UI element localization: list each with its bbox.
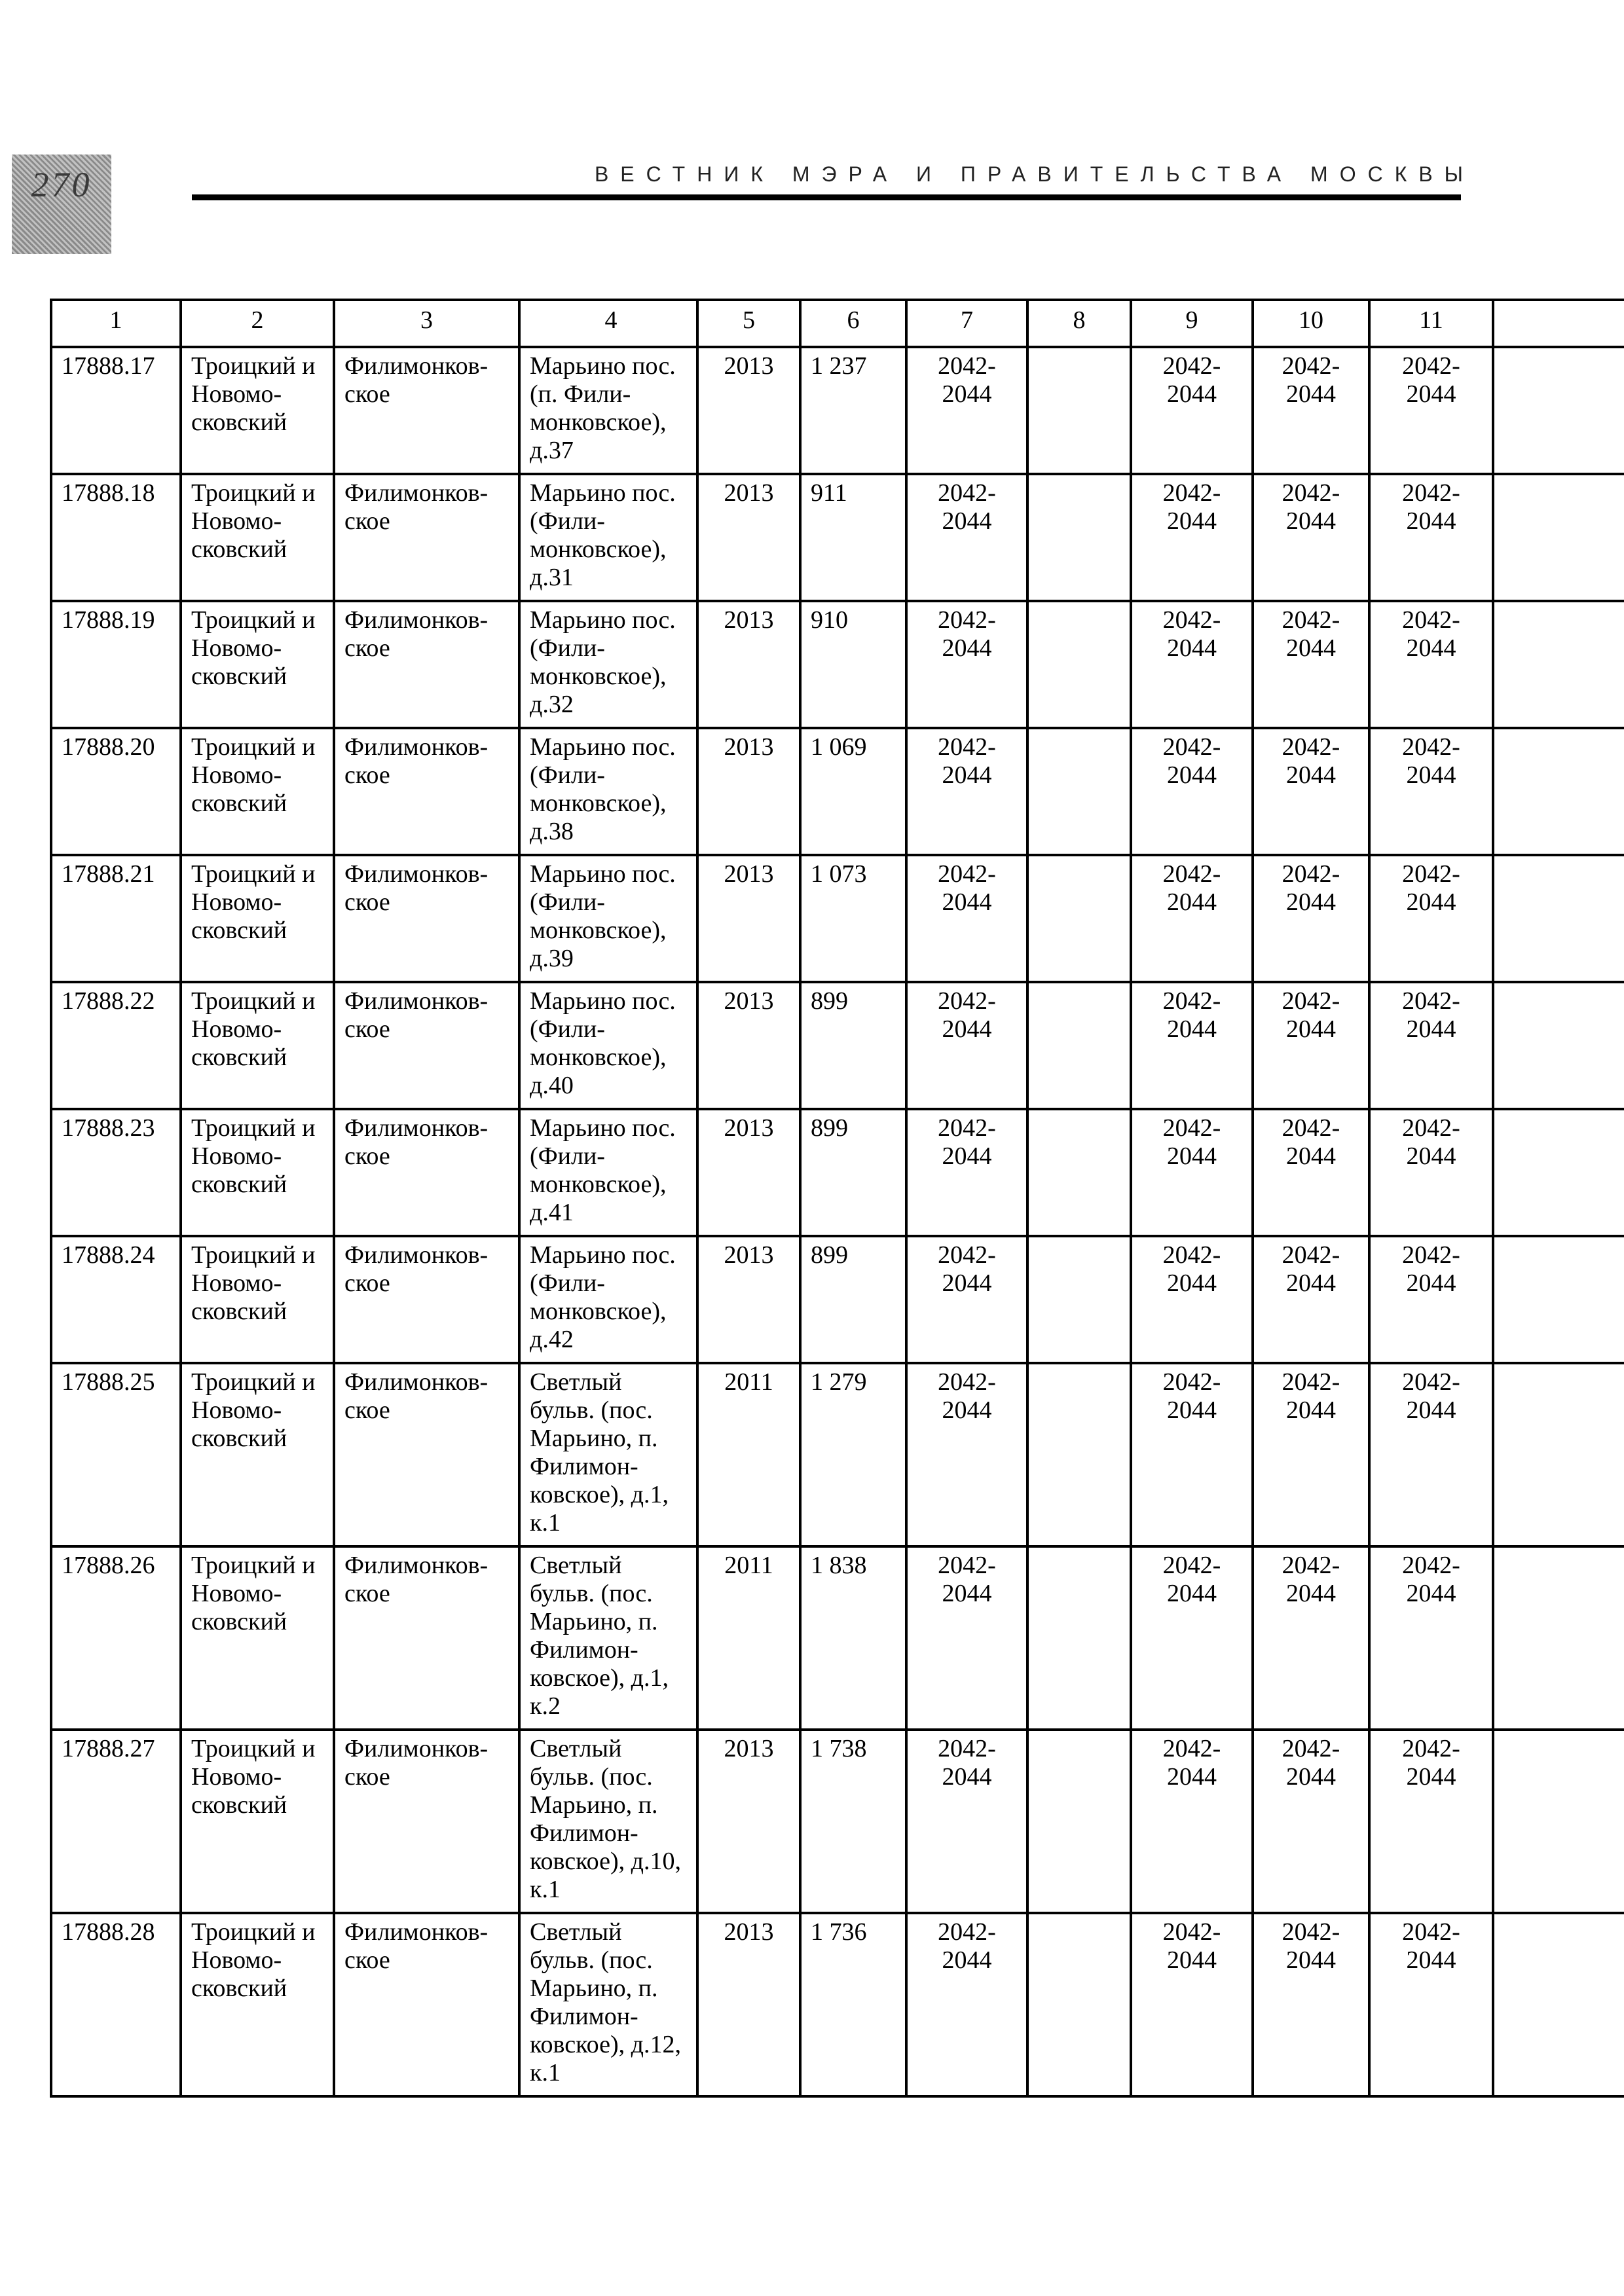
district-cell: Троицкий и Новомо-сковский xyxy=(181,1109,334,1236)
period-cell-7: 2042-2044 xyxy=(906,1236,1027,1363)
area-cell: 1 738 xyxy=(800,1730,906,1913)
period-cell-9: 2042-2044 xyxy=(1131,982,1253,1109)
empty-cell-12 xyxy=(1493,1730,1624,1913)
column-header-9: 9 xyxy=(1131,300,1253,347)
column-header-1: 1 xyxy=(51,300,181,347)
page-number-text: 270 xyxy=(31,165,92,204)
table-row xyxy=(51,982,1624,1109)
settlement-cell: Филимонков-ское xyxy=(334,855,519,982)
year-cell: 2013 xyxy=(697,601,800,728)
record-id-cell: 17888.28 xyxy=(51,1913,181,2096)
table-row xyxy=(51,1546,1624,1730)
year-cell: 2013 xyxy=(697,347,800,474)
empty-cell-8 xyxy=(1027,1236,1131,1363)
period-cell-10: 2042-2044 xyxy=(1253,601,1369,728)
period-cell-10: 2042-2044 xyxy=(1253,1363,1369,1546)
column-header-8: 8 xyxy=(1027,300,1131,347)
empty-cell-12 xyxy=(1493,728,1624,855)
district-cell: Троицкий и Новомо-сковский xyxy=(181,347,334,474)
period-cell-7: 2042-2044 xyxy=(906,601,1027,728)
empty-cell-8 xyxy=(1027,1730,1131,1913)
period-cell-9: 2042-2044 xyxy=(1131,347,1253,474)
period-cell-11: 2042-2044 xyxy=(1369,1236,1493,1363)
empty-cell-8 xyxy=(1027,601,1131,728)
settlement-cell: Филимонков-ское xyxy=(334,1546,519,1730)
settlement-cell: Филимонков-ское xyxy=(334,474,519,601)
period-cell-7: 2042-2044 xyxy=(906,347,1027,474)
period-cell-9: 2042-2044 xyxy=(1131,1730,1253,1913)
district-cell: Троицкий и Новомо-сковский xyxy=(181,601,334,728)
period-cell-11: 2042-2044 xyxy=(1369,1109,1493,1236)
area-cell: 1 069 xyxy=(800,728,906,855)
table-row xyxy=(51,601,1624,728)
record-id-cell: 17888.22 xyxy=(51,982,181,1109)
empty-cell-12 xyxy=(1493,855,1624,982)
address-cell: Марьино пос.(Фили-монковское), д.39 xyxy=(519,855,697,982)
table-row xyxy=(51,1363,1624,1546)
period-cell-9: 2042-2044 xyxy=(1131,728,1253,855)
period-cell-10: 2042-2044 xyxy=(1253,347,1369,474)
table-row xyxy=(51,728,1624,855)
year-cell: 2013 xyxy=(697,1109,800,1236)
area-cell: 911 xyxy=(800,474,906,601)
empty-cell-12 xyxy=(1493,347,1624,474)
empty-cell-8 xyxy=(1027,728,1131,855)
journal-title: ВЕСТНИК МЭРА И ПРАВИТЕЛЬСТВА МОСКВЫ xyxy=(594,162,1475,186)
address-cell: Марьино пос.(Фили-монковское), д.31 xyxy=(519,474,697,601)
period-cell-7: 2042-2044 xyxy=(906,728,1027,855)
period-cell-9: 2042-2044 xyxy=(1131,601,1253,728)
period-cell-11: 2042-2044 xyxy=(1369,1363,1493,1546)
period-cell-11: 2042-2044 xyxy=(1369,982,1493,1109)
empty-cell-12 xyxy=(1493,1236,1624,1363)
empty-cell-8 xyxy=(1027,1546,1131,1730)
record-id-cell: 17888.25 xyxy=(51,1363,181,1546)
empty-cell-8 xyxy=(1027,1363,1131,1546)
empty-cell-8 xyxy=(1027,982,1131,1109)
record-id-cell: 17888.26 xyxy=(51,1546,181,1730)
settlement-cell: Филимонков-ское xyxy=(334,1730,519,1913)
year-cell: 2011 xyxy=(697,1546,800,1730)
settlement-cell: Филимонков-ское xyxy=(334,601,519,728)
area-cell: 1 237 xyxy=(800,347,906,474)
period-cell-10: 2042-2044 xyxy=(1253,982,1369,1109)
period-cell-11: 2042-2044 xyxy=(1369,1546,1493,1730)
address-cell: Светлый бульв. (пос. Марьино, п. Филимон-ковское), д.12, к.1 xyxy=(519,1913,697,2096)
page-number xyxy=(12,155,111,254)
period-cell-11: 2042-2044 xyxy=(1369,1913,1493,2096)
period-cell-11: 2042-2044 xyxy=(1369,855,1493,982)
period-cell-10: 2042-2044 xyxy=(1253,728,1369,855)
column-header-10: 10 xyxy=(1253,300,1369,347)
column-header-2: 2 xyxy=(181,300,334,347)
district-cell: Троицкий и Новомо-сковский xyxy=(181,855,334,982)
column-header-5: 5 xyxy=(697,300,800,347)
record-id-cell: 17888.18 xyxy=(51,474,181,601)
area-cell: 899 xyxy=(800,982,906,1109)
area-cell: 910 xyxy=(800,601,906,728)
table-row xyxy=(51,1913,1624,2096)
period-cell-9: 2042-2044 xyxy=(1131,855,1253,982)
record-id-cell: 17888.20 xyxy=(51,728,181,855)
table-row xyxy=(51,855,1624,982)
period-cell-10: 2042-2044 xyxy=(1253,855,1369,982)
address-cell: Марьино пос.(Фили-монковское), д.38 xyxy=(519,728,697,855)
table-row xyxy=(51,474,1624,601)
period-cell-11: 2042-2044 xyxy=(1369,601,1493,728)
column-header-6: 6 xyxy=(800,300,906,347)
year-cell: 2013 xyxy=(697,1730,800,1913)
period-cell-7: 2042-2044 xyxy=(906,1109,1027,1236)
empty-cell-12 xyxy=(1493,1363,1624,1546)
column-header-4: 4 xyxy=(519,300,697,347)
record-id-cell: 17888.23 xyxy=(51,1109,181,1236)
period-cell-11: 2042-2044 xyxy=(1369,474,1493,601)
period-cell-9: 2042-2044 xyxy=(1131,474,1253,601)
settlement-cell: Филимонков-ское xyxy=(334,1236,519,1363)
area-cell: 1 838 xyxy=(800,1546,906,1730)
settlement-cell: Филимонков-ское xyxy=(334,982,519,1109)
empty-cell-8 xyxy=(1027,1109,1131,1236)
area-cell: 1 736 xyxy=(800,1913,906,2096)
header-rule xyxy=(192,194,1461,200)
empty-cell-12 xyxy=(1493,1109,1624,1236)
table-row xyxy=(51,1236,1624,1363)
period-cell-7: 2042-2044 xyxy=(906,855,1027,982)
record-id-cell: 17888.27 xyxy=(51,1730,181,1913)
area-cell: 899 xyxy=(800,1236,906,1363)
period-cell-7: 2042-2044 xyxy=(906,982,1027,1109)
record-id-cell: 17888.17 xyxy=(51,347,181,474)
district-cell: Троицкий и Новомо-сковский xyxy=(181,1913,334,2096)
settlement-cell: Филимонков-ское xyxy=(334,347,519,474)
table-body xyxy=(51,300,1624,2096)
period-cell-7: 2042-2044 xyxy=(906,1546,1027,1730)
period-cell-10: 2042-2044 xyxy=(1253,1546,1369,1730)
period-cell-9: 2042-2044 xyxy=(1131,1363,1253,1546)
area-cell: 899 xyxy=(800,1109,906,1236)
empty-cell-12 xyxy=(1493,1546,1624,1730)
period-cell-11: 2042-2044 xyxy=(1369,1730,1493,1913)
record-id-cell: 17888.21 xyxy=(51,855,181,982)
address-cell: Марьино пос.(Фили-монковское), д.42 xyxy=(519,1236,697,1363)
area-cell: 1 073 xyxy=(800,855,906,982)
address-cell: Марьино пос.(Фили-монковское), д.41 xyxy=(519,1109,697,1236)
year-cell: 2013 xyxy=(697,982,800,1109)
table-header-row xyxy=(51,300,1624,347)
year-cell: 2013 xyxy=(697,1236,800,1363)
address-cell: Марьино пос.(Фили-монковское), д.32 xyxy=(519,601,697,728)
empty-cell-12 xyxy=(1493,1913,1624,2096)
district-cell: Троицкий и Новомо-сковский xyxy=(181,728,334,855)
table-row xyxy=(51,1109,1624,1236)
empty-cell-8 xyxy=(1027,855,1131,982)
period-cell-9: 2042-2044 xyxy=(1131,1109,1253,1236)
district-cell: Троицкий и Новомо-сковский xyxy=(181,1546,334,1730)
address-cell: Марьино пос. (п. Фили-монковское), д.37 xyxy=(519,347,697,474)
period-cell-10: 2042-2044 xyxy=(1253,1913,1369,2096)
settlement-cell: Филимонков-ское xyxy=(334,1109,519,1236)
empty-cell-8 xyxy=(1027,474,1131,601)
column-header-7: 7 xyxy=(906,300,1027,347)
empty-cell-8 xyxy=(1027,347,1131,474)
period-cell-11: 2042-2044 xyxy=(1369,728,1493,855)
period-cell-7: 2042-2044 xyxy=(906,474,1027,601)
table-row xyxy=(51,1730,1624,1913)
period-cell-9: 2042-2044 xyxy=(1131,1546,1253,1730)
year-cell: 2013 xyxy=(697,728,800,855)
period-cell-7: 2042-2044 xyxy=(906,1730,1027,1913)
period-cell-10: 2042-2044 xyxy=(1253,1109,1369,1236)
year-cell: 2011 xyxy=(697,1363,800,1546)
period-cell-10: 2042-2044 xyxy=(1253,1236,1369,1363)
address-cell: Светлый бульв. (пос. Марьино, п. Филимон-ковское), д.10, к.1 xyxy=(519,1730,697,1913)
record-id-cell: 17888.24 xyxy=(51,1236,181,1363)
column-header-3: 3 xyxy=(334,300,519,347)
settlement-cell: Филимонков-ское xyxy=(334,728,519,855)
area-cell: 1 279 xyxy=(800,1363,906,1546)
district-cell: Троицкий и Новомо-сковский xyxy=(181,1730,334,1913)
period-cell-11: 2042-2044 xyxy=(1369,347,1493,474)
settlement-cell: Филимонков-ское xyxy=(334,1363,519,1546)
data-table-container xyxy=(50,299,1624,2098)
address-cell: Светлый бульв. (пос. Марьино, п. Филимон-ковское), д.1, к.1 xyxy=(519,1363,697,1546)
address-cell: Светлый бульв. (пос. Марьино, п. Филимон-ковское), д.1, к.2 xyxy=(519,1546,697,1730)
year-cell: 2013 xyxy=(697,855,800,982)
data-table xyxy=(50,299,1624,2098)
record-id-cell: 17888.19 xyxy=(51,601,181,728)
district-cell: Троицкий и Новомо-сковский xyxy=(181,474,334,601)
column-header-11: 11 xyxy=(1369,300,1493,347)
period-cell-10: 2042-2044 xyxy=(1253,1730,1369,1913)
period-cell-9: 2042-2044 xyxy=(1131,1236,1253,1363)
period-cell-10: 2042-2044 xyxy=(1253,474,1369,601)
district-cell: Троицкий и Новомо-сковский xyxy=(181,1363,334,1546)
empty-cell-12 xyxy=(1493,474,1624,601)
district-cell: Троицкий и Новомо-сковский xyxy=(181,982,334,1109)
year-cell: 2013 xyxy=(697,1913,800,2096)
empty-cell-12 xyxy=(1493,982,1624,1109)
period-cell-9: 2042-2044 xyxy=(1131,1913,1253,2096)
empty-cell-8 xyxy=(1027,1913,1131,2096)
district-cell: Троицкий и Новомо-сковский xyxy=(181,1236,334,1363)
table-row xyxy=(51,347,1624,474)
address-cell: Марьино пос.(Фили-монковское), д.40 xyxy=(519,982,697,1109)
column-header-12 xyxy=(1493,300,1624,347)
period-cell-7: 2042-2044 xyxy=(906,1363,1027,1546)
year-cell: 2013 xyxy=(697,474,800,601)
settlement-cell: Филимонков-ское xyxy=(334,1913,519,2096)
period-cell-7: 2042-2044 xyxy=(906,1913,1027,2096)
empty-cell-12 xyxy=(1493,601,1624,728)
